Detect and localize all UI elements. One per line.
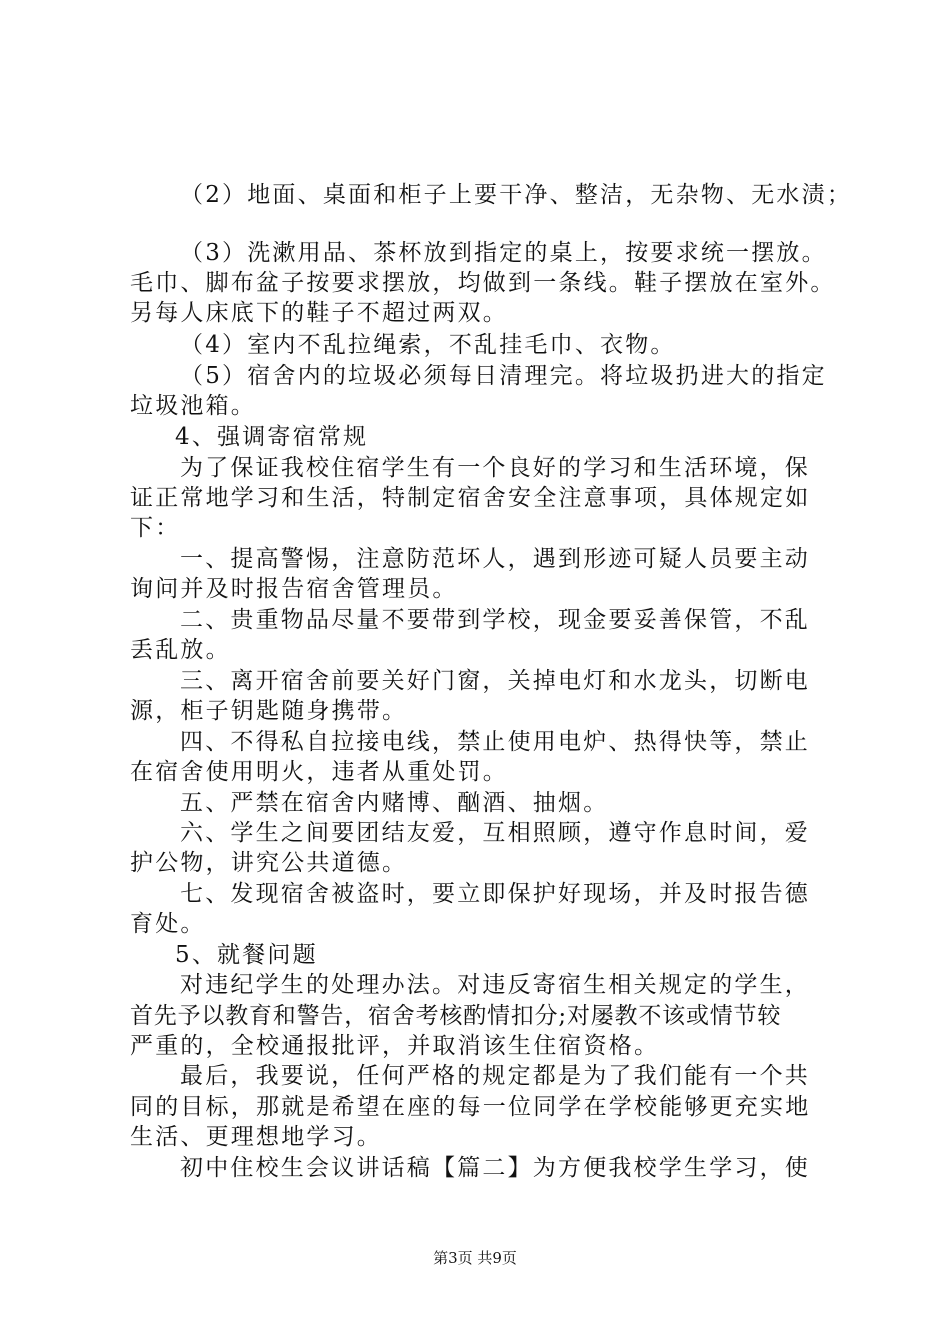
paragraph-line: 护公物，讲究公共道德。: [130, 850, 408, 876]
paragraph-line: 最后，我要说，任何严格的规定都是为了我们能有一个共: [180, 1063, 810, 1089]
paragraph-line: 源，柜子钥匙随身携带。: [130, 698, 408, 724]
paragraph-line: 为了保证我校住宿学生有一个良好的学习和生活环境，保: [180, 455, 810, 481]
paragraph-line: 三、离开宿舍前要关好门窗，关掉电灯和水龙头，切断电: [180, 668, 810, 694]
paragraph-line: 四、不得私自拉接电线，禁止使用电炉、热得快等，禁止: [180, 729, 810, 755]
paragraph-line: 同的目标，那就是希望在座的每一位同学在学校能够更充实地: [130, 1094, 811, 1120]
paragraph-line: 垃圾池箱。: [130, 393, 256, 419]
paragraph-line: 七、发现宿舍被盗时，要立即保护好现场，并及时报告德: [180, 881, 810, 907]
paragraph-line: 首先予以教育和警告，宿舍考核酌情扣分;对屡教不该或情节较: [130, 1003, 782, 1029]
paragraph-line: 丢乱放。: [130, 637, 231, 663]
section-heading: 5、就餐问题: [175, 942, 318, 968]
page-number-footer: 第3页 共9页: [433, 1249, 517, 1267]
paragraph-line: 育处。: [130, 911, 206, 937]
paragraph-line: （4）室内不乱拉绳索，不乱挂毛巾、衣物。: [180, 332, 676, 358]
paragraph-line: 下：: [130, 515, 181, 541]
paragraph-line: 严重的，全校通报批评，并取消该生住宿资格。: [130, 1033, 660, 1059]
paragraph-line: 询问并及时报告宿舍管理员。: [130, 576, 458, 602]
paragraph-line: 五、严禁在宿舍内赌博、酗酒、抽烟。: [180, 790, 609, 816]
paragraph-line: （3）洗漱用品、茶杯放到指定的桌上，按要求统一摆放。: [180, 240, 827, 266]
paragraph-line: 另每人床底下的鞋子不超过两双。: [130, 300, 508, 326]
paragraph-line: 一、提高警惕，注意防范坏人，遇到形迹可疑人员要主动: [180, 546, 810, 572]
paragraph-line: 二、贵重物品尽量不要带到学校，现金要妥善保管，不乱: [180, 607, 810, 633]
paragraph-line: 初中住校生会议讲话稿【篇二】为方便我校学生学习，使: [180, 1155, 810, 1181]
paragraph-line: 毛巾、脚布盆子按要求摆放，均做到一条线。鞋子摆放在室外。: [130, 270, 836, 296]
paragraph-line: 在宿舍使用明火，违者从重处罚。: [130, 759, 508, 785]
paragraph-line: 证正常地学习和生活，特制定宿舍安全注意事项，具体规定如: [130, 485, 811, 511]
paragraph-line: 生活、更理想地学习。: [130, 1124, 382, 1150]
paragraph-line: 对违纪学生的处理办法。对违反寄宿生相关规定的学生，: [180, 972, 810, 998]
paragraph-line: （2）地面、桌面和柜子上要干净、整洁，无杂物、无水渍；: [180, 182, 853, 208]
section-heading: 4、强调寄宿常规: [175, 424, 369, 450]
paragraph-line: 六、学生之间要团结友爱，互相照顾，遵守作息时间，爱: [180, 820, 810, 846]
paragraph-line: （5）宿舍内的垃圾必须每日清理完。将垃圾扔进大的指定: [180, 363, 827, 389]
